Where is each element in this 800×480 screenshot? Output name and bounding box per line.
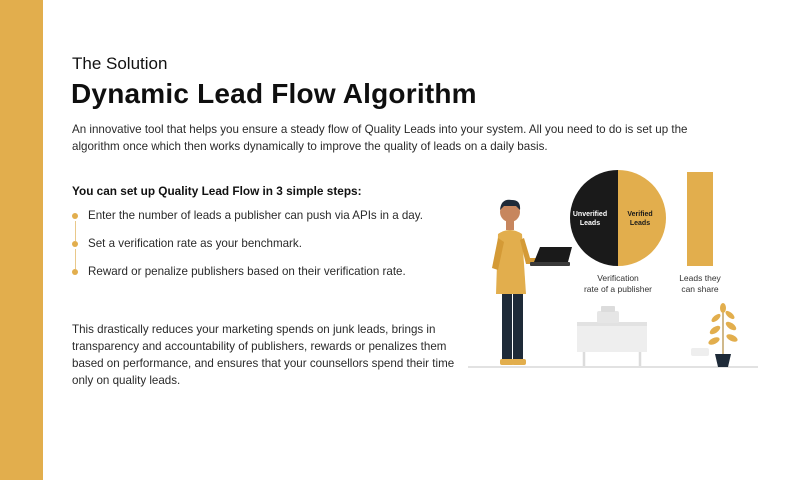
step-text: Set a verification rate as your benchmark. [88, 237, 302, 250]
pie-caption: rate of a publisher [583, 284, 653, 294]
bar-caption: can share [681, 284, 719, 294]
pie-unverified-label: Leads [579, 220, 601, 227]
step-text: Reward or penalize publishers based on their verification rate. [88, 265, 406, 278]
bullet-dot-icon [72, 269, 78, 275]
page-title: Dynamic Lead Flow Algorithm [71, 78, 477, 109]
leads-bar [679, 172, 721, 294]
person-with-laptop-icon [492, 200, 572, 365]
steps-heading: You can set up Quality Lead Flow in 3 simple steps: [72, 184, 362, 198]
accent-sidebar [0, 0, 43, 480]
pie-unverified-label: Unverified [572, 211, 608, 218]
pie-unverified-half [570, 170, 618, 266]
potted-plant-icon [691, 303, 739, 367]
pie-verified-half [618, 170, 666, 266]
intro-paragraph: An innovative tool that helps you ensure a steady flow of Quality Leads into your system. All you need to do is set up the algorithm once which then works dynamically to improve the quality of leads on a daily basis. [72, 123, 688, 153]
bullet-dot-icon [72, 241, 78, 247]
bullet-dot-icon [72, 213, 78, 219]
pie-caption: Verification [597, 273, 639, 283]
cabinet-icon [577, 306, 647, 366]
lead-flow-illustration [460, 160, 770, 375]
closing-paragraph: This drastically reduces your marketing spends on junk leads, brings in transparency and accountability of publishers, rewards or penalizes them based on performance, and ensures that your counsellors spend their time only on quality leads. [72, 323, 455, 387]
step-item [72, 264, 452, 292]
pie-verified-label: Leads [629, 220, 651, 227]
section-eyebrow: The Solution [72, 54, 168, 73]
pie-verified-label: Verified [627, 211, 653, 218]
bar-caption: Leads they [679, 273, 721, 283]
leads-bar-rect [687, 172, 713, 266]
steps-list [72, 208, 452, 292]
verification-pie [570, 170, 666, 294]
step-item [72, 236, 452, 264]
step-text: Enter the number of leads a publisher can push via APIs in a day. [88, 209, 423, 222]
step-item [72, 208, 452, 236]
